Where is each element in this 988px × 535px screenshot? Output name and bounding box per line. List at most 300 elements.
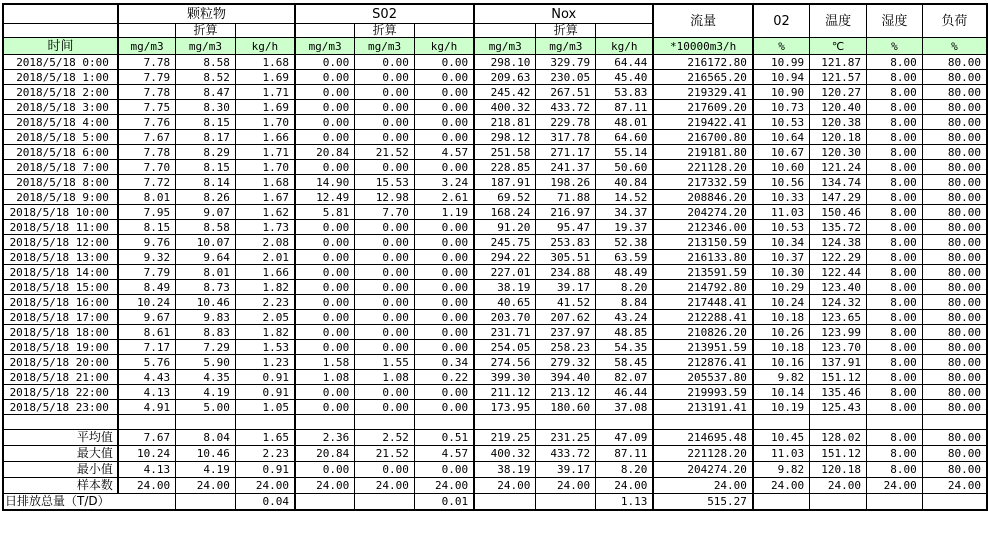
- cell-nox-converted-mgm3: 271.17: [536, 145, 596, 160]
- cell-time: 2018/5/18 16:00: [3, 295, 118, 310]
- cell-so2-converted-mgm3: 0.00: [355, 265, 415, 280]
- cell-flow: 204274.20: [653, 205, 753, 220]
- cell-humidity: 8.00: [867, 295, 923, 310]
- cell-so2-converted-mgm3: 1.08: [355, 370, 415, 385]
- cell-o2: 9.82: [753, 370, 810, 385]
- cell-o2: 24.00: [753, 478, 810, 494]
- cell-so2-converted-mgm3: 0.00: [355, 160, 415, 175]
- cell-time: 2018/5/18 4:00: [3, 115, 118, 130]
- cell-pm-mgm3: 7.75: [118, 100, 176, 115]
- cell-load: 80.00: [922, 265, 987, 280]
- col-humidity: 湿度: [867, 4, 923, 38]
- cell-nox-kgh: 53.83: [596, 85, 654, 100]
- cell-pm-mgm3: 8.61: [118, 325, 176, 340]
- header-unit-row: [3, 38, 987, 55]
- data-row: [3, 280, 987, 295]
- cell-pm-kgh: 2.01: [235, 250, 295, 265]
- cell-flow: 217448.41: [653, 295, 753, 310]
- cell-so2-mgm3: 20.84: [295, 145, 355, 160]
- cell-nox-mgm3: 219.25: [474, 430, 536, 446]
- cell-flow: 217332.59: [653, 175, 753, 190]
- unit-nox-0: mg/m3: [474, 38, 536, 55]
- cell-o2: 10.24: [753, 295, 810, 310]
- time-header: 时间: [3, 38, 118, 55]
- cell-humidity: 8.00: [867, 430, 923, 446]
- cell-temperature: 120.38: [810, 115, 867, 130]
- cell-so2-converted-mgm3: 0.00: [355, 295, 415, 310]
- data-row: [3, 175, 987, 190]
- cell-nox-kgh: 87.11: [596, 100, 654, 115]
- cell-temperature: 120.18: [810, 462, 867, 478]
- cell-nox-converted-mgm3: 234.88: [536, 265, 596, 280]
- cell-pm-converted-mgm3: 10.46: [176, 446, 236, 462]
- cell-pm-kgh: 1.05: [235, 400, 295, 415]
- cell-time: 2018/5/18 9:00: [3, 190, 118, 205]
- cell-load: 80.00: [922, 370, 987, 385]
- cell-pm-mgm3: 7.79: [118, 70, 176, 85]
- blank-cell-nox-converted-mgm3: [536, 415, 596, 430]
- cell-o2: 10.29: [753, 280, 810, 295]
- cell-nox-mgm3: 91.20: [474, 220, 536, 235]
- cell-temperature: 122.29: [810, 250, 867, 265]
- cell-nox-kgh: 82.07: [596, 370, 654, 385]
- cell-pm-converted-mgm3: 4.35: [176, 370, 236, 385]
- data-row: [3, 85, 987, 100]
- cell-load: 80.00: [922, 400, 987, 415]
- blank-row: [3, 415, 987, 430]
- cell-time: 2018/5/18 13:00: [3, 250, 118, 265]
- cell-flow: 214792.80: [653, 280, 753, 295]
- cell-nox-converted-mgm3: 433.72: [536, 100, 596, 115]
- cell-nox-converted-mgm3: 230.05: [536, 70, 596, 85]
- cell-pm-mgm3: 7.17: [118, 340, 176, 355]
- cell-nox-mgm3: 399.30: [474, 370, 536, 385]
- data-row: [3, 355, 987, 370]
- cell-o2: 10.94: [753, 70, 810, 85]
- cell-so2-converted-mgm3: 0.00: [355, 235, 415, 250]
- cell-so2-mgm3: 0.00: [295, 85, 355, 100]
- cell-so2-converted-mgm3: 21.52: [355, 446, 415, 462]
- cell-pm-kgh: 0.91: [235, 385, 295, 400]
- cell-o2: 10.53: [753, 115, 810, 130]
- cell-nox-kgh: 24.00: [596, 478, 654, 494]
- cell-nox-mgm3: 187.91: [474, 175, 536, 190]
- cell-load: 80.00: [922, 190, 987, 205]
- cell-humidity: 8.00: [867, 100, 923, 115]
- data-row: [3, 220, 987, 235]
- cell-pm-mgm3: 9.67: [118, 310, 176, 325]
- cell-nox-mgm3: 218.81: [474, 115, 536, 130]
- cell-pm-kgh: 24.00: [235, 478, 295, 494]
- unit-humidity: %: [867, 38, 923, 55]
- cell-nox-kgh: 55.14: [596, 145, 654, 160]
- cell-humidity: 8.00: [867, 85, 923, 100]
- cell-so2-mgm3: 12.49: [295, 190, 355, 205]
- cell-nox-kgh: 48.01: [596, 115, 654, 130]
- cell-humidity: 8.00: [867, 235, 923, 250]
- cell-humidity: 8.00: [867, 205, 923, 220]
- cell-pm-converted-mgm3: 8.58: [176, 55, 236, 70]
- cell-nox-converted-mgm3: [536, 494, 596, 511]
- cell-nox-converted-mgm3: 180.60: [536, 400, 596, 415]
- cell-o2: 10.73: [753, 100, 810, 115]
- cell-flow: 216172.80: [653, 55, 753, 70]
- data-row: [3, 325, 987, 340]
- cell-pm-mgm3: 10.24: [118, 295, 176, 310]
- cell-nox-converted-mgm3: 279.32: [536, 355, 596, 370]
- cell-so2-mgm3: 0.00: [295, 340, 355, 355]
- cell-pm-kgh: 2.23: [235, 295, 295, 310]
- cell-pm-mgm3: 4.13: [118, 385, 176, 400]
- cell-so2-mgm3: 0.00: [295, 55, 355, 70]
- emissions-table: [2, 3, 988, 511]
- cell-so2-mgm3: 0.00: [295, 115, 355, 130]
- cell-load: 80.00: [922, 385, 987, 400]
- cell-pm-kgh: 1.68: [235, 175, 295, 190]
- cell-pm-mgm3: 8.15: [118, 220, 176, 235]
- sub-spacer: [596, 24, 654, 38]
- blank-cell-nox-kgh: [596, 415, 654, 430]
- cell-pm-converted-mgm3: 9.83: [176, 310, 236, 325]
- cell-nox-kgh: 8.20: [596, 280, 654, 295]
- cell-temperature: 147.29: [810, 190, 867, 205]
- cell-so2-mgm3: 0.00: [295, 130, 355, 145]
- cell-pm-kgh: 1.68: [235, 55, 295, 70]
- cell-nox-converted-mgm3: 231.25: [536, 430, 596, 446]
- cell-o2: 10.16: [753, 355, 810, 370]
- cell-so2-mgm3: 0.00: [295, 385, 355, 400]
- cell-o2: 10.18: [753, 310, 810, 325]
- cell-pm-mgm3: 7.79: [118, 265, 176, 280]
- cell-pm-kgh: 1.65: [235, 430, 295, 446]
- cell-pm-kgh: 1.82: [235, 280, 295, 295]
- cell-flow: 216700.80: [653, 130, 753, 145]
- data-row: [3, 130, 987, 145]
- cell-nox-mgm3: 245.42: [474, 85, 536, 100]
- cell-temperature: 137.91: [810, 355, 867, 370]
- cell-so2-converted-mgm3: 0.00: [355, 250, 415, 265]
- cell-temperature: 120.40: [810, 100, 867, 115]
- cell-load: 80.00: [922, 160, 987, 175]
- cell-flow: 219181.80: [653, 145, 753, 160]
- cell-flow: 217609.20: [653, 100, 753, 115]
- cell-pm-mgm3: 7.78: [118, 145, 176, 160]
- cell-nox-mgm3: [474, 494, 536, 511]
- summary-label: 最大值: [3, 446, 118, 462]
- cell-load: 80.00: [922, 235, 987, 250]
- cell-time: 2018/5/18 7:00: [3, 160, 118, 175]
- cell-so2-mgm3: 0.00: [295, 100, 355, 115]
- cell-nox-kgh: 64.44: [596, 55, 654, 70]
- cell-temperature: 120.27: [810, 85, 867, 100]
- cell-nox-converted-mgm3: 267.51: [536, 85, 596, 100]
- cell-nox-mgm3: 298.12: [474, 130, 536, 145]
- cell-pm-converted-mgm3: 8.30: [176, 100, 236, 115]
- cell-time: 2018/5/18 18:00: [3, 325, 118, 340]
- cell-so2-converted-mgm3: 0.00: [355, 385, 415, 400]
- cell-nox-converted-mgm3: 305.51: [536, 250, 596, 265]
- total-label: 日排放总量（T/D）: [3, 494, 176, 511]
- cell-pm-mgm3: 7.78: [118, 55, 176, 70]
- data-row: [3, 160, 987, 175]
- cell-nox-converted-mgm3: 241.37: [536, 160, 596, 175]
- summary-row: [3, 446, 987, 462]
- cell-nox-converted-mgm3: 41.52: [536, 295, 596, 310]
- cell-load: 80.00: [922, 175, 987, 190]
- cell-temperature: 124.32: [810, 295, 867, 310]
- cell-so2-kgh: 0.00: [414, 325, 474, 340]
- cell-pm-converted-mgm3: 8.83: [176, 325, 236, 340]
- cell-temperature: 121.87: [810, 55, 867, 70]
- cell-pm-kgh: 1.70: [235, 115, 295, 130]
- cell-o2: 10.37: [753, 250, 810, 265]
- cell-flow: 515.27: [653, 494, 753, 511]
- cell-temperature: 124.38: [810, 235, 867, 250]
- cell-so2-kgh: 0.00: [414, 235, 474, 250]
- cell-pm-kgh: 1.53: [235, 340, 295, 355]
- cell-so2-mgm3: 0.00: [295, 400, 355, 415]
- cell-pm-kgh: 1.69: [235, 100, 295, 115]
- cell-pm-mgm3: 7.67: [118, 130, 176, 145]
- cell-so2-kgh: 0.00: [414, 55, 474, 70]
- cell-so2-converted-mgm3: 0.00: [355, 325, 415, 340]
- cell-nox-mgm3: 38.19: [474, 280, 536, 295]
- cell-temperature: 121.57: [810, 70, 867, 85]
- data-row: [3, 100, 987, 115]
- data-row: [3, 400, 987, 415]
- cell-pm-converted-mgm3: 7.29: [176, 340, 236, 355]
- cell-time: 2018/5/18 19:00: [3, 340, 118, 355]
- unit-so2-2: kg/h: [414, 38, 474, 55]
- data-row: [3, 235, 987, 250]
- cell-flow: 204274.20: [653, 462, 753, 478]
- cell-load: 80.00: [922, 446, 987, 462]
- cell-nox-mgm3: 274.56: [474, 355, 536, 370]
- blank-cell-humidity: [867, 415, 923, 430]
- cell-nox-kgh: 47.09: [596, 430, 654, 446]
- cell-nox-converted-mgm3: 207.62: [536, 310, 596, 325]
- cell-nox-kgh: 48.85: [596, 325, 654, 340]
- cell-so2-kgh: 4.57: [414, 145, 474, 160]
- cell-o2: 10.45: [753, 430, 810, 446]
- cell-so2-kgh: 0.34: [414, 355, 474, 370]
- cell-humidity: 8.00: [867, 250, 923, 265]
- cell-time: 2018/5/18 3:00: [3, 100, 118, 115]
- data-row: [3, 205, 987, 220]
- cell-o2: 10.56: [753, 175, 810, 190]
- cell-load: 80.00: [922, 70, 987, 85]
- cell-nox-mgm3: 40.65: [474, 295, 536, 310]
- cell-so2-mgm3: [295, 494, 355, 511]
- cell-time: 2018/5/18 14:00: [3, 265, 118, 280]
- cell-pm-kgh: 1.82: [235, 325, 295, 340]
- cell-humidity: 8.00: [867, 340, 923, 355]
- cell-so2-kgh: 0.00: [414, 85, 474, 100]
- cell-load: 80.00: [922, 85, 987, 100]
- cell-flow: 210826.20: [653, 325, 753, 340]
- cell-so2-kgh: 0.00: [414, 462, 474, 478]
- cell-temperature: 135.72: [810, 220, 867, 235]
- col-temperature: 温度: [810, 4, 867, 38]
- cell-temperature: 123.70: [810, 340, 867, 355]
- cell-pm-mgm3: 4.43: [118, 370, 176, 385]
- cell-humidity: 8.00: [867, 145, 923, 160]
- cell-so2-converted-mgm3: 0.00: [355, 55, 415, 70]
- cell-pm-kgh: 1.69: [235, 70, 295, 85]
- cell-nox-converted-mgm3: 258.23: [536, 340, 596, 355]
- cell-so2-mgm3: 14.90: [295, 175, 355, 190]
- cell-o2: 10.26: [753, 325, 810, 340]
- cell-pm-kgh: 1.62: [235, 205, 295, 220]
- cell-time: 2018/5/18 20:00: [3, 355, 118, 370]
- cell-temperature: 123.65: [810, 310, 867, 325]
- cell-nox-kgh: 58.45: [596, 355, 654, 370]
- cell-nox-converted-mgm3: 213.12: [536, 385, 596, 400]
- data-row: [3, 250, 987, 265]
- cell-so2-converted-mgm3: 0.00: [355, 100, 415, 115]
- data-row: [3, 340, 987, 355]
- cell-temperature: 151.12: [810, 370, 867, 385]
- cell-so2-mgm3: 0.00: [295, 250, 355, 265]
- cell-pm-kgh: 2.23: [235, 446, 295, 462]
- blank-cell-nox-mgm3: [474, 415, 536, 430]
- cell-time: 2018/5/18 11:00: [3, 220, 118, 235]
- cell-nox-kgh: 46.44: [596, 385, 654, 400]
- cell-nox-mgm3: 294.22: [474, 250, 536, 265]
- cell-so2-mgm3: 0.00: [295, 462, 355, 478]
- cell-nox-converted-mgm3: 39.17: [536, 280, 596, 295]
- data-row: [3, 145, 987, 160]
- cell-flow: 219329.41: [653, 85, 753, 100]
- cell-o2: 10.90: [753, 85, 810, 100]
- cell-so2-converted-mgm3: 0.00: [355, 400, 415, 415]
- cell-load: 80.00: [922, 310, 987, 325]
- cell-temperature: 128.02: [810, 430, 867, 446]
- col-flow: 流量: [653, 4, 753, 38]
- cell-pm-mgm3: 5.76: [118, 355, 176, 370]
- cell-humidity: 8.00: [867, 462, 923, 478]
- cell-pm-kgh: 1.71: [235, 85, 295, 100]
- cell-load: 80.00: [922, 115, 987, 130]
- cell-pm-converted-mgm3: 8.01: [176, 265, 236, 280]
- cell-so2-kgh: 0.00: [414, 220, 474, 235]
- cell-time: 2018/5/18 15:00: [3, 280, 118, 295]
- unit-pm-2: kg/h: [235, 38, 295, 55]
- cell-humidity: 8.00: [867, 160, 923, 175]
- cell-flow: 213191.41: [653, 400, 753, 415]
- cell-temperature: 123.99: [810, 325, 867, 340]
- cell-nox-mgm3: 211.12: [474, 385, 536, 400]
- cell-nox-mgm3: 254.05: [474, 340, 536, 355]
- cell-flow: 221128.20: [653, 446, 753, 462]
- cell-pm-mgm3: 4.91: [118, 400, 176, 415]
- cell-nox-mgm3: 231.71: [474, 325, 536, 340]
- cell-pm-converted-mgm3: 8.52: [176, 70, 236, 85]
- summary-row: [3, 430, 987, 446]
- cell-nox-mgm3: 69.52: [474, 190, 536, 205]
- cell-so2-kgh: 0.00: [414, 400, 474, 415]
- cell-flow: 213591.59: [653, 265, 753, 280]
- cell-pm-kgh: 0.04: [235, 494, 295, 511]
- cell-nox-kgh: 37.08: [596, 400, 654, 415]
- cell-so2-kgh: 2.61: [414, 190, 474, 205]
- cell-pm-mgm3: 7.72: [118, 175, 176, 190]
- cell-pm-kgh: 2.08: [235, 235, 295, 250]
- cell-nox-kgh: 45.40: [596, 70, 654, 85]
- cell-nox-kgh: 14.52: [596, 190, 654, 205]
- table-header: [3, 4, 987, 55]
- cell-pm-mgm3: 7.70: [118, 160, 176, 175]
- blank-cell-o2: [753, 415, 810, 430]
- cell-pm-mgm3: 9.32: [118, 250, 176, 265]
- cell-flow: 213150.59: [653, 235, 753, 250]
- cell-o2: 9.82: [753, 462, 810, 478]
- cell-nox-mgm3: 298.10: [474, 55, 536, 70]
- cell-pm-mgm3: 7.67: [118, 430, 176, 446]
- cell-time: 2018/5/18 0:00: [3, 55, 118, 70]
- cell-temperature: 122.44: [810, 265, 867, 280]
- data-row: [3, 70, 987, 85]
- cell-pm-kgh: 1.67: [235, 190, 295, 205]
- time-header-spacer: [3, 24, 118, 38]
- cell-temperature: 150.46: [810, 205, 867, 220]
- cell-nox-converted-mgm3: 253.83: [536, 235, 596, 250]
- blank-cell-so2-converted-mgm3: [355, 415, 415, 430]
- cell-load: 80.00: [922, 220, 987, 235]
- cell-nox-converted-mgm3: 198.26: [536, 175, 596, 190]
- cell-o2: 11.03: [753, 205, 810, 220]
- cell-pm-kgh: 2.05: [235, 310, 295, 325]
- cell-humidity: [867, 494, 923, 511]
- sub-spacer: [414, 24, 474, 38]
- cell-nox-converted-mgm3: 24.00: [536, 478, 596, 494]
- cell-nox-kgh: 40.84: [596, 175, 654, 190]
- cell-temperature: 125.43: [810, 400, 867, 415]
- cell-so2-converted-mgm3: 0.00: [355, 340, 415, 355]
- cell-so2-kgh: 0.00: [414, 265, 474, 280]
- cell-so2-converted-mgm3: 0.00: [355, 220, 415, 235]
- cell-pm-converted-mgm3: 8.04: [176, 430, 236, 446]
- unit-so2-1: mg/m3: [355, 38, 415, 55]
- cell-load: 80.00: [922, 100, 987, 115]
- cell-so2-converted-mgm3: 0.00: [355, 85, 415, 100]
- cell-so2-converted-mgm3: 0.00: [355, 462, 415, 478]
- cell-so2-kgh: 24.00: [414, 478, 474, 494]
- cell-flow: 205537.80: [653, 370, 753, 385]
- sub-spacer: [118, 24, 176, 38]
- cell-so2-kgh: 0.51: [414, 430, 474, 446]
- blank-cell-flow: [653, 415, 753, 430]
- cell-pm-kgh: 1.73: [235, 220, 295, 235]
- unit-nox-2: kg/h: [596, 38, 654, 55]
- cell-pm-kgh: 1.66: [235, 130, 295, 145]
- cell-humidity: 8.00: [867, 355, 923, 370]
- cell-so2-converted-mgm3: 0.00: [355, 70, 415, 85]
- cell-so2-kgh: 0.00: [414, 100, 474, 115]
- cell-so2-kgh: 0.01: [414, 494, 474, 511]
- cell-humidity: 8.00: [867, 385, 923, 400]
- cell-so2-mgm3: 0.00: [295, 265, 355, 280]
- cell-time: 2018/5/18 6:00: [3, 145, 118, 160]
- unit-o2: %: [753, 38, 810, 55]
- cell-nox-converted-mgm3: 71.88: [536, 190, 596, 205]
- data-row: [3, 385, 987, 400]
- cell-so2-kgh: 1.19: [414, 205, 474, 220]
- cell-flow: 212876.41: [653, 355, 753, 370]
- cell-nox-mgm3: 209.63: [474, 70, 536, 85]
- cell-nox-mgm3: 168.24: [474, 205, 536, 220]
- cell-load: 80.00: [922, 205, 987, 220]
